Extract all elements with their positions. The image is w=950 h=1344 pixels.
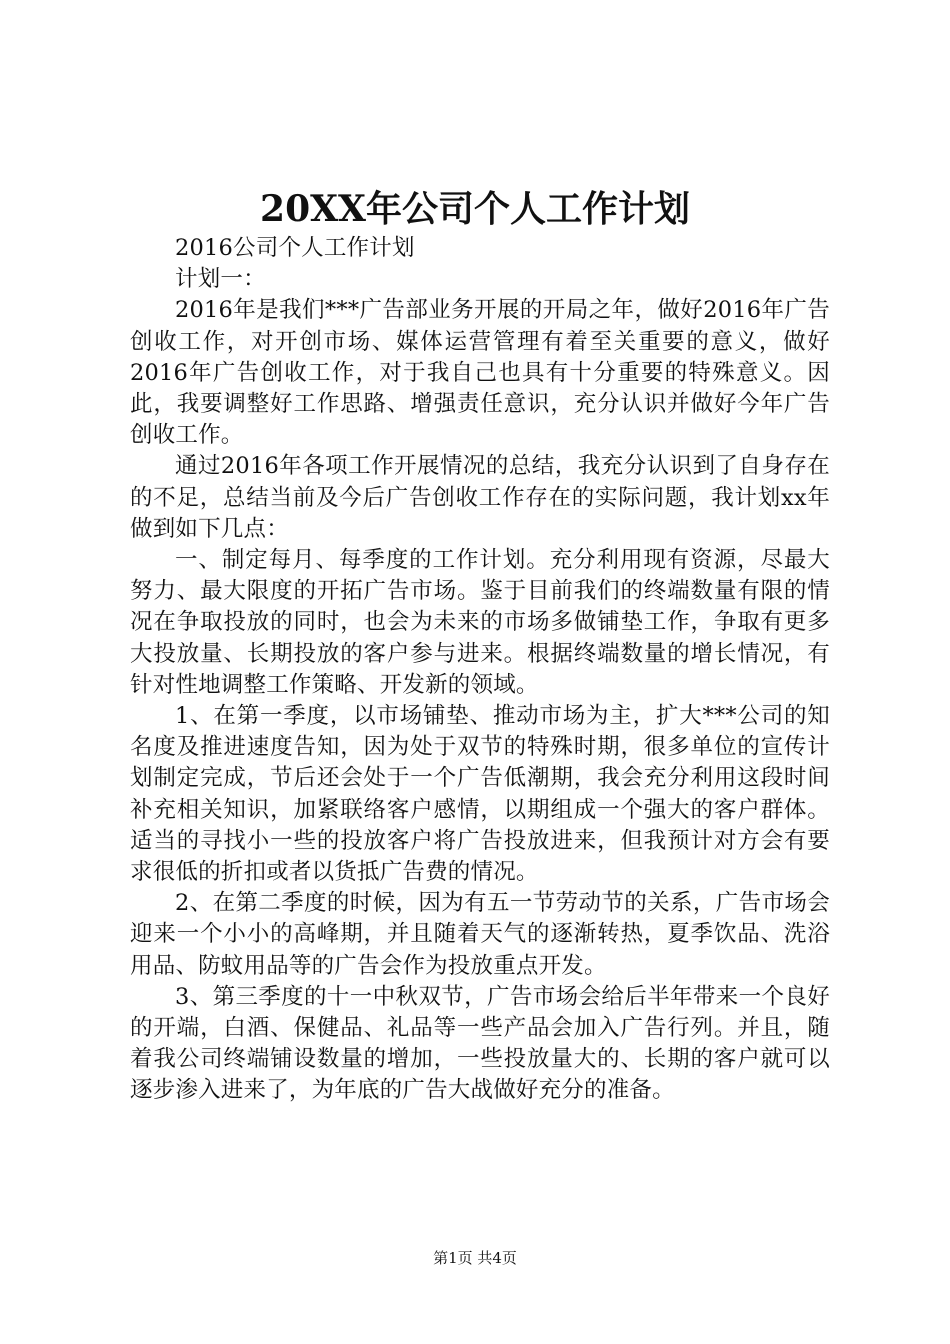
paragraph-q3: 3、第三季度的十一中秋双节，广告市场会给后半年带来一个良好的开端，白酒、保健品、礼品等一些产品会加入广告行列。并且，随着我公司终端铺设数量的增加，一些投放量大的、长期的客户就可以逐步渗入进来了，为年底的广告大战做好充分的准备。 — [130, 983, 830, 1104]
paragraph-point-one: 一、制定每月、每季度的工作计划。充分利用现有资源，尽最大努力、最大限度的开拓广告市场。鉴于目前我们的终端数量有限的情况在争取投放的同时，也会为未来的市场多做铺垫工作，争取有更多大投放量、长期投放的客户参与进来。根据终端数量的增长情况，有针对性地调整工作策略、开发新的领域。 — [130, 547, 830, 698]
paragraph-q1: 1、在第一季度，以市场铺垫、推动市场为主，扩大***公司的知名度及推进速度告知，因为处于双节的特殊时期，很多单位的宣传计划制定完成，节后还会处于一个广告低潮期，我会充分利用这段时间补充相关知识，加紧联络客户感情，以期组成一个强大的客户群体。适当的寻找小一些的投放客户将广告投放进来，但我预计对方会有要求很低的折扣或者以货抵广告费的情况。 — [130, 703, 830, 886]
paragraph-intro: 2016年是我们***广告部业务开展的开局之年，做好2016年广告创收工作，对开创市场、媒体运营管理有着至关重要的意义，做好2016年广告创收工作，对于我自己也具有十分重要的特殊意义。因此，我要调整好工作思路、增强责任意识，充分认识并做好今年广告创收工作。 — [130, 297, 830, 449]
paragraph-plan-heading: 计划一： — [175, 266, 266, 293]
page-footer: 第1页 共4页 — [433, 1249, 517, 1267]
paragraph-q2: 2、在第二季度的时候，因为有五一节劳动节的关系，广告市场会迎来一个小小的高峰期，并且随着天气的逐渐转热，夏季饮品、洗浴用品、防蚊用品等的广告会作为投放重点开发。 — [130, 890, 830, 979]
paragraph-subtitle: 2016公司个人工作计划 — [175, 235, 415, 261]
document-title: 20XX年公司个人工作计划 — [260, 188, 690, 230]
paragraph-summary: 通过2016年各项工作开展情况的总结，我充分认识到了自身存在的不足，总结当前及今后广告创收工作存在的实际问题，我计划xx年做到如下几点： — [130, 453, 830, 542]
document-body — [130, 233, 830, 1107]
